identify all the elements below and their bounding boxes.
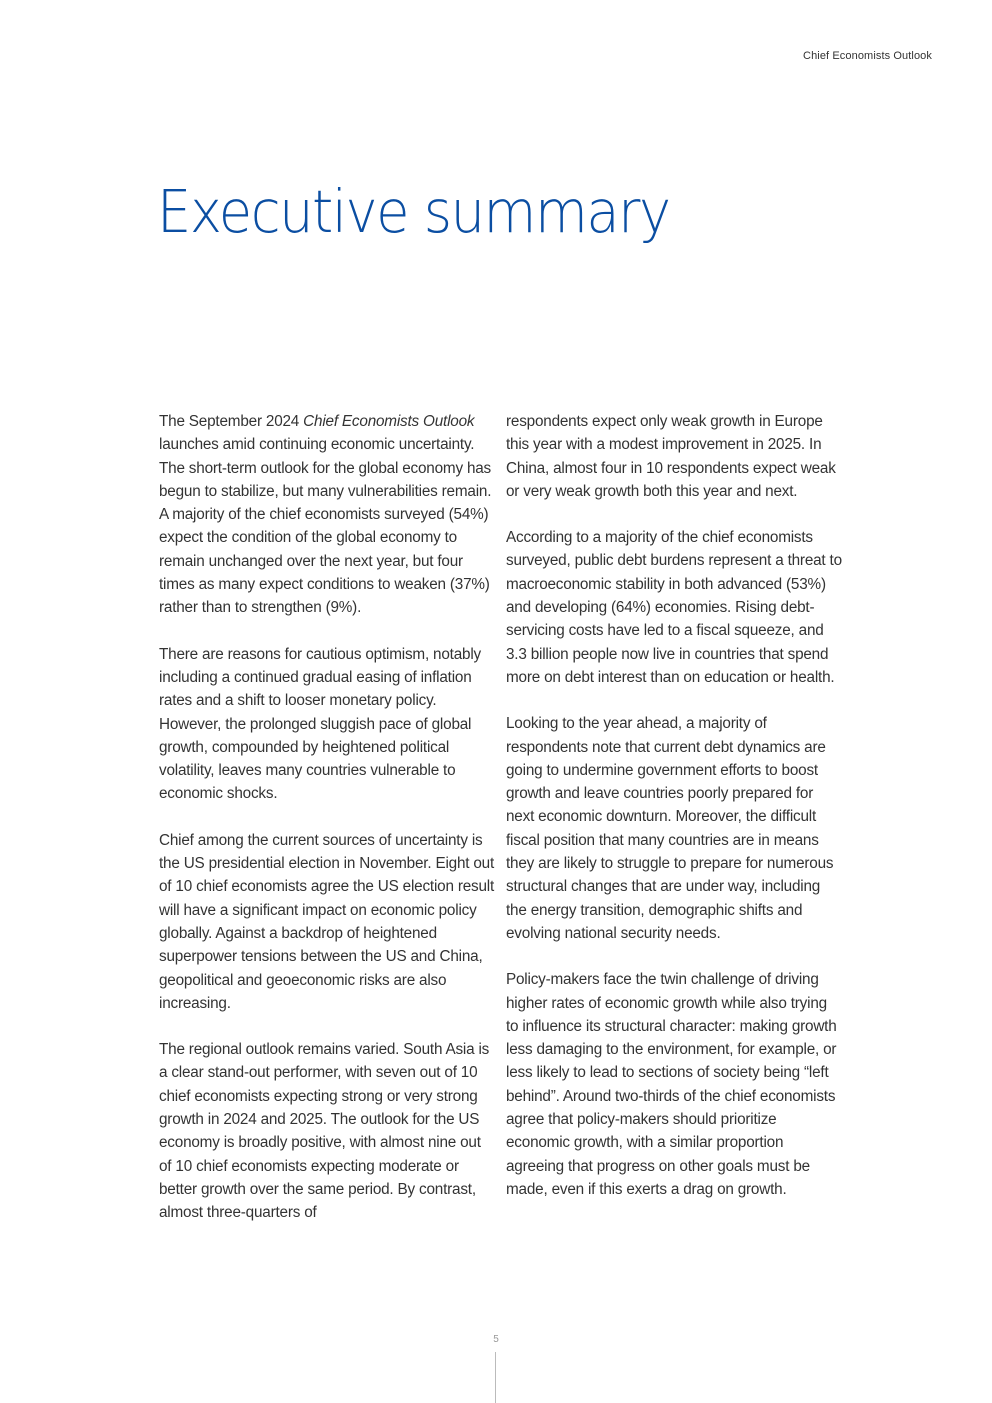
publication-title: Chief Economists Outlook [303, 413, 475, 430]
left-text-column [159, 410, 495, 1248]
paragraph-policy-makers: Policy-makers face the twin challenge of driving higher rates of economic growth while also trying to influence its structural character: making growth less damaging to the environment, for example, or less likely to lead to sections of society being “left behind”. Around two-thirds of the chief economists agree that policy-makers should prioritize economic growth, with a similar proportion agreeing that progress on other goals must be made, even if this exerts a drag on growth. [506, 971, 837, 1198]
intro-rest: launches amid continuing economic uncertainty. The short-term outlook for the global economy has begun to stabilize, but many vulnerabilities remain. A majority of the chief economists surveyed (54%) expect the condition of the global economy to remain unchanged over the next year, but four times as many expect conditions to weaken (37%) rather than to strengthen (9%). [159, 436, 492, 617]
paragraph-debt-dynamics: Looking to the year ahead, a majority of respondents note that current debt dynamics are going to undermine government efforts to boost growth and leave countries poorly prepared for next economic downturn. Moreover, the difficult fiscal position that many countries are in means they are likely to struggle to prepare for numerous structural changes that are under way, including the energy transition, demographic shifts and evolving national security needs. [506, 715, 834, 942]
paragraph-uncertainty: Chief among the current sources of uncertainty is the US presidential election in November. Eight out of 10 chief economists agree the US election result will have a significant impact on economic policy globally. Against a backdrop of heightened superpower tensions between the US and China, geopolitical and geoeconomic risks are also increasing. [159, 831, 495, 1012]
running-header: Chief Economists Outlook [803, 50, 932, 62]
paragraph-public-debt: According to a majority of the chief economists surveyed, public debt burdens represent a threat to macroeconomic stability in both advanced (53%) and developing (64%) economies. Rising debt-servicing costs have led to a fiscal squeeze, and 3.3 billion people now live in countries that spend more on debt interest than on education or health. [506, 529, 842, 686]
page-title: Executive summary [157, 177, 670, 246]
paragraph-optimism: There are reasons for cautious optimism, notably including a continued gradual easing of inflation rates and a shift to looser monetary policy. However, the prolonged sluggish pace of global growth, compounded by heightened political volatility, leaves many countries vulnerable to economic shocks. [159, 645, 481, 803]
right-text-column [506, 410, 842, 1224]
paragraph-regional-continued: respondents expect only weak growth in Europe this year with a modest improvement in 2025. In China, almost four in 10 respondents expect weak or very weak growth both this year and next. [506, 413, 836, 500]
footer-divider-line [495, 1352, 496, 1403]
paragraph-regional-outlook: The regional outlook remains varied. South Asia is a clear stand-out performer, with seven out of 10 chief economists expecting strong or very strong growth in 2024 and 2025. The outlook for the US economy is broadly positive, with almost nine out of 10 chief economists expecting moderate or better growth over the same period. By contrast, almost three-quarters of [159, 1041, 490, 1222]
paragraph-intro [159, 410, 495, 620]
intro-lead: The September 2024 [159, 413, 304, 430]
page-number: 5 [493, 1334, 499, 1345]
